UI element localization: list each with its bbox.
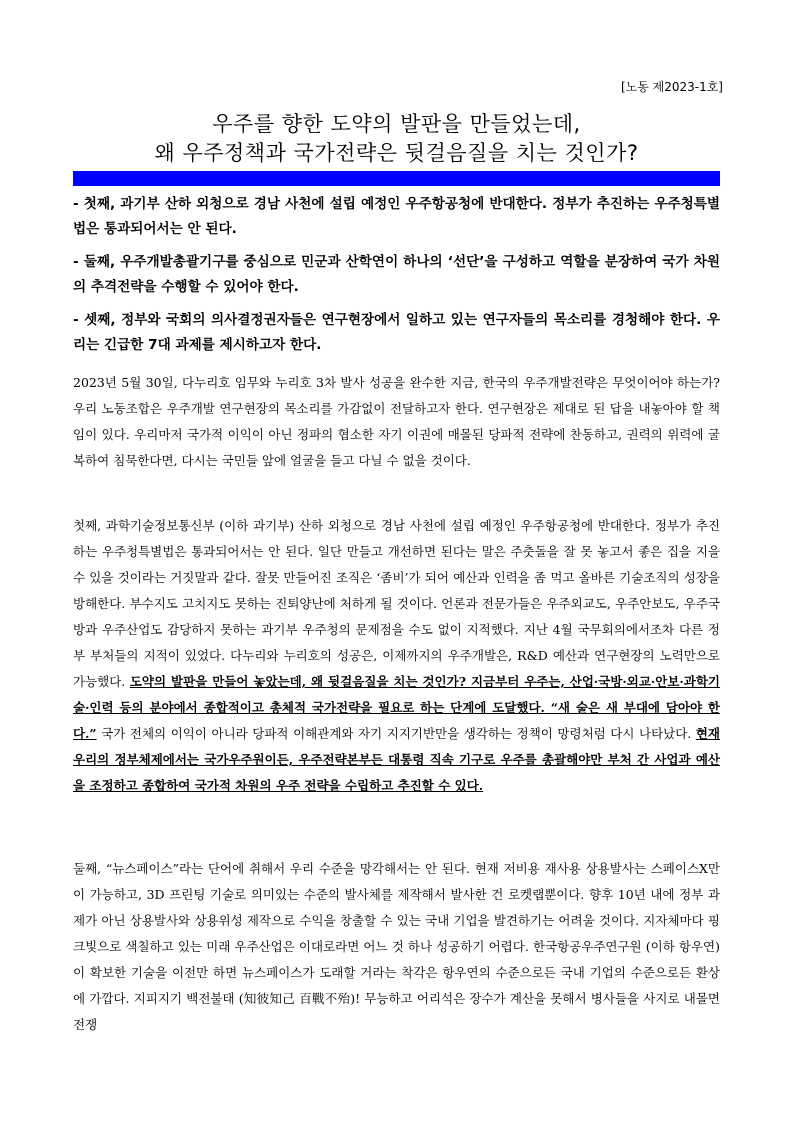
- bullet-2: - 둘째, 우주개발총괄기구를 중심으로 민군과 산학연이 하나의 ‘선단’을 구성하고 역할을 분장하여 국가 차원의 추격전략을 수행할 수 있어야 한다.: [73, 254, 720, 295]
- paragraph-second-point: [73, 856, 720, 1038]
- paragraph-first-point-text: [73, 513, 720, 799]
- paragraph-intro: [73, 370, 720, 474]
- para2-part-a: 첫째, 과학기술정보통신부 (이하 과기부) 산하 외청으로 경남 사천에 설립 예정인 우주항공청에 반대한다. 정부가 추진하는 우주청특별법은 통과되어서는 안 된다. 일단 만들고 개선하면 된다는 말은 주춧돌을 잘 못 놓고서 좋은 집을 지을 수 있을 것이라는 거짓말과 같다. 잘못 만들어진 조직은 ‘좀비’가 되어 예산과 인력을 좀 먹고 올바른 기술조직의 성장을 방해한다. 부수지도 고치지도 못하는 진퇴양난에 처하게 될 것이다. 언론과 전문가들은 우주외교도, 우주안보도, 우주국방과 우주산업도 감당하지 못하는 과기부 우주청의 문제점을 수도 없이 지적했다. 지난 4월 국무회의에서조차 다른 정부 부처들의 지적이 있었다. 다누리와 누리호의 성공은, 이제까지의 우주개발은, R&D 예산과 연구현장의 노력만으로 가능했다.: [73, 518, 720, 689]
- para2-highlight-1: 도약의 발판을 만들어 놓았는데, 왜 뒷걸음질을 치는 것인가? 지금부터 우주는, 산업·국방·외교·안보·과학기술·인력 등의 분야에서 종합적이고 총체적 국가전략을 필요로 하는 단계에 도달했다. “새 술은 새 부대에 담아야 한다.”: [73, 674, 721, 741]
- title-line-2: 왜 우주정책과 국가전략은 뒷걸음질을 치는 것인가?: [154, 141, 639, 165]
- paragraph-second-point-text: 둘째, “뉴스페이스”라는 단어에 취해서 우리 수준을 망각해서는 안 된다. 현재 저비용 재사용 상용발사는 스페이스X만이 가능하고, 3D 프린팅 기술로 의미있는 수준의 발사체를 제작해서 발사한 건 로켓랩뿐이다. 향후 10년 내에 정부 과제가 아닌 상용발사와 상용위성 제작으로 수익을 창출할 수 있는 국내 기업을 발견하기는 어려울 것이다. 지자체마다 핑크빛으로 색칠하고 있는 미래 우주산업은 이대로라면 어느 것 하나 성공하기 어렵다. 한국항공우주연구원 (이하 항우연)이 확보한 기술을 이전만 하면 뉴스페이스가 도래할 거라는 착각은 항우연의 수준으로든 국내 기업의 수준으로든 환상에 가깝다. 지피지기 백전불태 (知彼知己 百戰不殆)! 무능하고 어리석은 장수가 계산을 못해서 병사들을 사지로 내몰면 전쟁: [73, 861, 720, 1032]
- bullet-3: - 셋째, 정부와 국회의 의사결정권자들은 연구현장에서 일하고 있는 연구자들의 목소리를 경청해야 한다. 우리는 긴급한 7대 과제를 제시하고자 한다.: [73, 312, 720, 353]
- paragraph-first-point: [73, 513, 720, 799]
- summary-bullets: [73, 192, 720, 366]
- document-number: [노동 제2023-1호]: [620, 80, 723, 94]
- para2-part-c: 국가 전체의 이익이 아니라 당파적 이해관계와 자기 지지기반만을 생각하는 정책이 망령처럼 다시 나타났다.: [96, 726, 696, 741]
- para2-highlight-2: 현재 우리의 정부체제에서는 국가우주원이든, 우주전략본부든 대통령 직속 기구로 우주를 총괄해야만 부처 간 사업과 예산을 조정하고 종합하여 국가적 차원의 우주 전략을 수립하고 추진할 수 있다.: [73, 726, 720, 793]
- bullet-1: - 첫째, 과기부 산하 외청으로 경남 사천에 설립 예정인 우주항공청에 반대한다. 정부가 추진하는 우주청특별법은 통과되어서는 안 된다.: [73, 196, 720, 237]
- title-line-1: 우주를 향한 도약의 발판을 만들었는데,: [212, 112, 581, 136]
- paragraph-intro-text: 2023년 5월 30일, 다누리호 임무와 누리호 3차 발사 성공을 완수한 지금, 한국의 우주개발전략은 무엇이어야 하는가? 우리 노동조합은 우주개발 연구현장의 목소리를 가감없이 전달하고자 한다. 연구현장은 제대로 된 답을 내놓아야 할 책임이 있다. 우리마저 국가적 이익이 아닌 정파의 협소한 자기 이권에 매몰된 당파적 전략에 찬동하고, 권력의 위력에 굴복하여 침묵한다면, 다시는 국민들 앞에 얼굴을 들고 다닐 수 없을 것이다.: [73, 375, 720, 468]
- title-divider-bar: [73, 171, 720, 186]
